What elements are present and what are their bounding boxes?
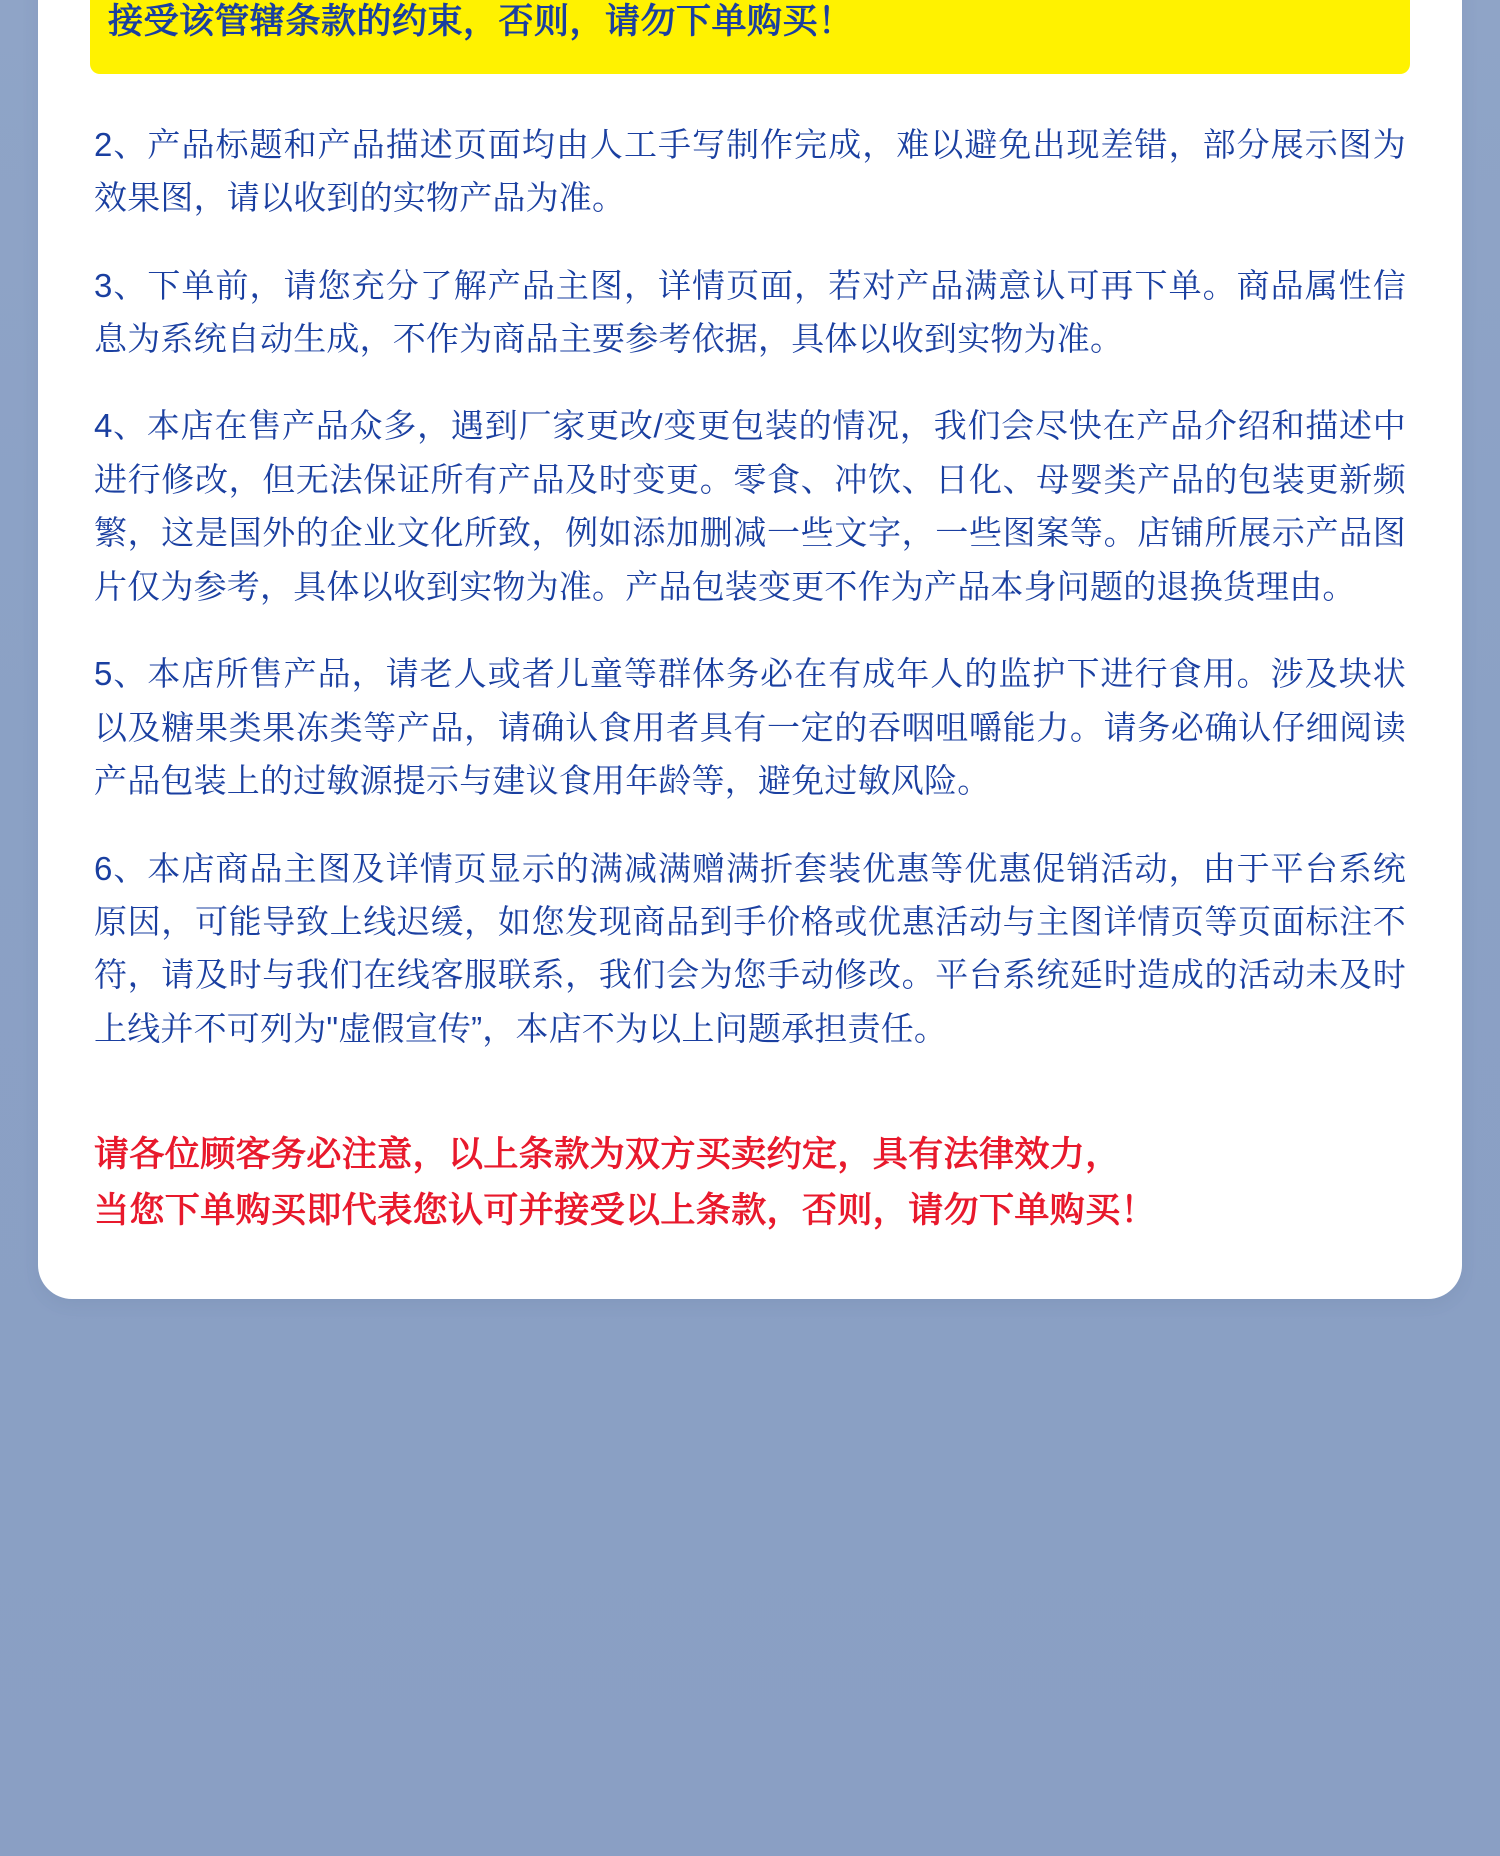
notice-paragraph-2: 2、产品标题和产品描述页面均由人工手写制作完成，难以避免出现差错，部分展示图为效果图，请以收到的实物产品为准。: [94, 125, 1406, 217]
final-warning-line-2: 当您下单购买即代表您认可并接受以上条款，否则，请勿下单购买！: [94, 1191, 1157, 1231]
notice-paragraph-4: 4、本店在售产品众多，遇到厂家更改/变更包装的情况，我们会尽快在产品介绍和描述中进行修改，但无法保证所有产品及时变更。零食、冲饮、日化、母婴类产品的包装更新频繁，这是国外的企业文化所致，例如添加删减一些文字，一些图案等。店铺所展示产品图片仅为参考，具体以收到实物为准。产品包装变更不作为产品本身问题的退换货理由。: [94, 407, 1406, 605]
notice-card: [38, 0, 1462, 1299]
final-warning-line-1: 请各位顾客务必注意，以上条款为双方买卖约定，具有法律效力，: [94, 1135, 1121, 1175]
jurisdiction-highlight-box: [90, 0, 1410, 74]
notice-paragraph-6: 6、本店商品主图及详情页显示的满减满赠满折套装优惠等优惠促销活动，由于平台系统原因，可能导致上线迟缓，如您发现商品到手价格或优惠活动与主图详情页等页面标注不符，请及时与我们在线客服联系，我们会为您手动修改。平台系统延时造成的活动未及时上线并不可列为"虚假宣传”，本店不为以上问题承担责任。: [94, 849, 1406, 1047]
jurisdiction-line-2: 接受该管辖条款的约束，否则，请勿下单购买！: [108, 1, 854, 41]
notice-paragraph-3: 3、下单前，请您充分了解产品主图，详情页面，若对产品满意认可再下单。商品属性信息为系统自动生成，不作为商品主要参考依据，具体以收到实物为准。: [94, 266, 1406, 357]
notice-body: [38, 74, 1462, 1240]
notice-paragraph-5: 5、本店所售产品，请老人或者儿童等群体务必在有成年人的监护下进行食用。涉及块状以及糖果类果冻类等产品，请确认食用者具有一定的吞咽咀嚼能力。请务必确认仔细阅读产品包装上的过敏源提示与建议食用年龄等，避免过敏风险。: [94, 655, 1406, 800]
